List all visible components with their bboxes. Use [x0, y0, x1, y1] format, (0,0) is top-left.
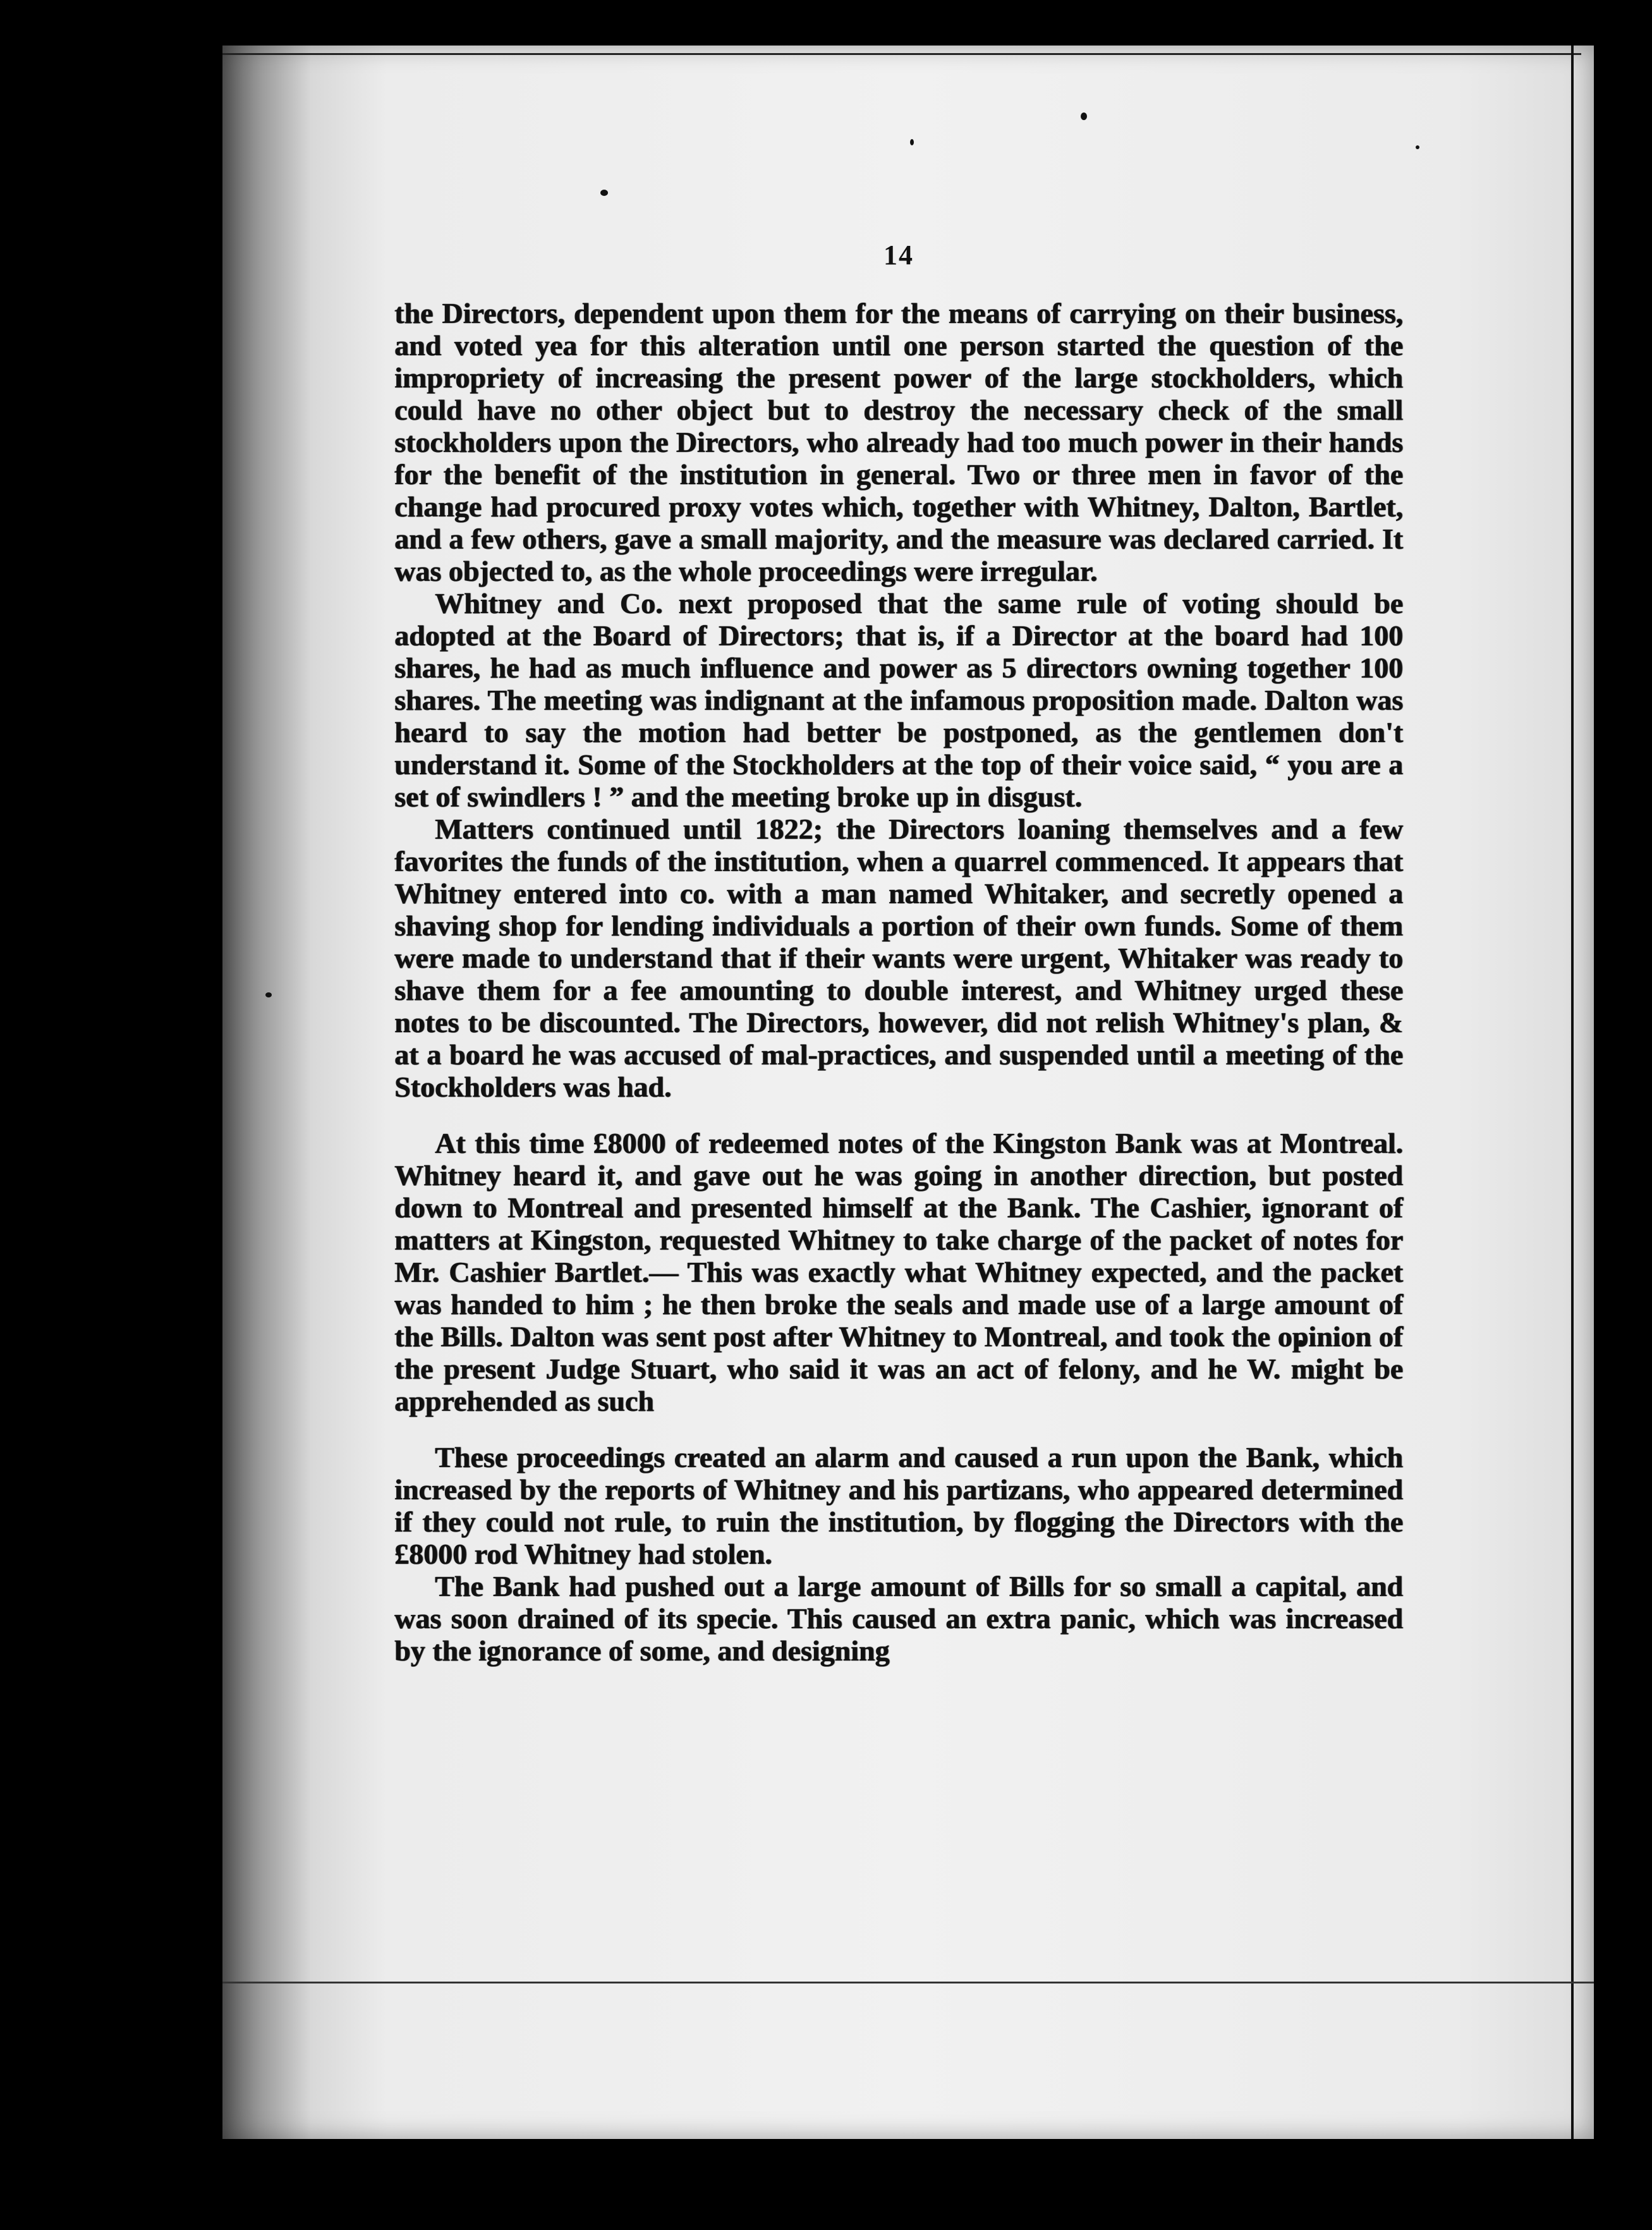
paragraph: The Bank had pushed out a large amount of Bills for so small a capital, and was soon drained of its specie. This caused an extra panic, which was increased by the ignorance of some, and designing — [394, 1570, 1403, 1667]
paragraph: the Directors, dependent upon them for the means of carrying on their business, and voted yea for this alteration until one person started the question of the impropriety of increasing the present power of the large stockholders, which could have no other object but to destroy the necessary check of the small stockholders upon the Directors, who already had too much power in their hands for the benefit of the institution in general. Two or three men in favor of the change had procured proxy votes which, together with Whitney, Dalton, Bartlet, and a few others, gave a small majority, and the measure was declared carried. It was objected to, as the whole proceedings were irregular. — [394, 297, 1403, 587]
page-number: 14 — [884, 240, 914, 271]
page-right-edge — [1571, 46, 1574, 2139]
body-text — [394, 297, 1403, 1667]
page-bottom-rule — [222, 1982, 1594, 1983]
paragraph: Whitney and Co. next proposed that the same rule of voting should be adopted at the Board of Directors; that is, if a Director at the board had 100 shares, he had as much influence and power as 5 directors owning together 100 shares. The meeting was indignant at the infamous proposition made. Dalton was heard to say the motion had better be postponed, as the gentlemen don't understand it. Some of the Stockholders at the top of their voice said, “ you are a set of swindlers ! ” and the meeting broke up in disgust. — [394, 587, 1403, 813]
paragraph: At this time £8000 of redeemed notes of the Kingston Bank was at Montreal. Whitney heard it, and gave out he was going in another direction, but posted down to Montreal and presented himself at the Bank. The Cashier, ignorant of matters at Kingston, requested Whitney to take charge of the packet of notes for Mr. Cashier Bartlet.— This was exactly what Whitney expected, and the packet was handed to him ; he then broke the seals and made use of a large amount of the Bills. Dalton was sent post after Whitney to Montreal, and took the opinion of the present Judge Stuart, who said it was an act of felony, and he W. might be apprehended as such — [394, 1127, 1403, 1417]
page-top-edge — [222, 53, 1581, 55]
paragraph: Matters continued until 1822; the Directors loaning themselves and a few favorites the funds of the institution, when a quarrel commenced. It appears that Whitney entered into co. with a man named Whitaker, and secretly opened a shaving shop for lending individuals a portion of their own funds. Some of them were made to understand that if their wants were urgent, Whitaker was ready to shave them for a fee amounting to double interest, and Whitney urged these notes to be discounted. The Directors, however, did not relish Whitney's plan, & at a board he was accused of mal-practices, and suspended until a meeting of the Stockholders was had. — [394, 813, 1403, 1103]
paragraph: These proceedings created an alarm and caused a run upon the Bank, which increased by the reports of Whitney and his partizans, who appeared determined if they could not rule, to ruin the institution, by flogging the Directors with the £8000 rod Whitney had stolen. — [394, 1441, 1403, 1570]
